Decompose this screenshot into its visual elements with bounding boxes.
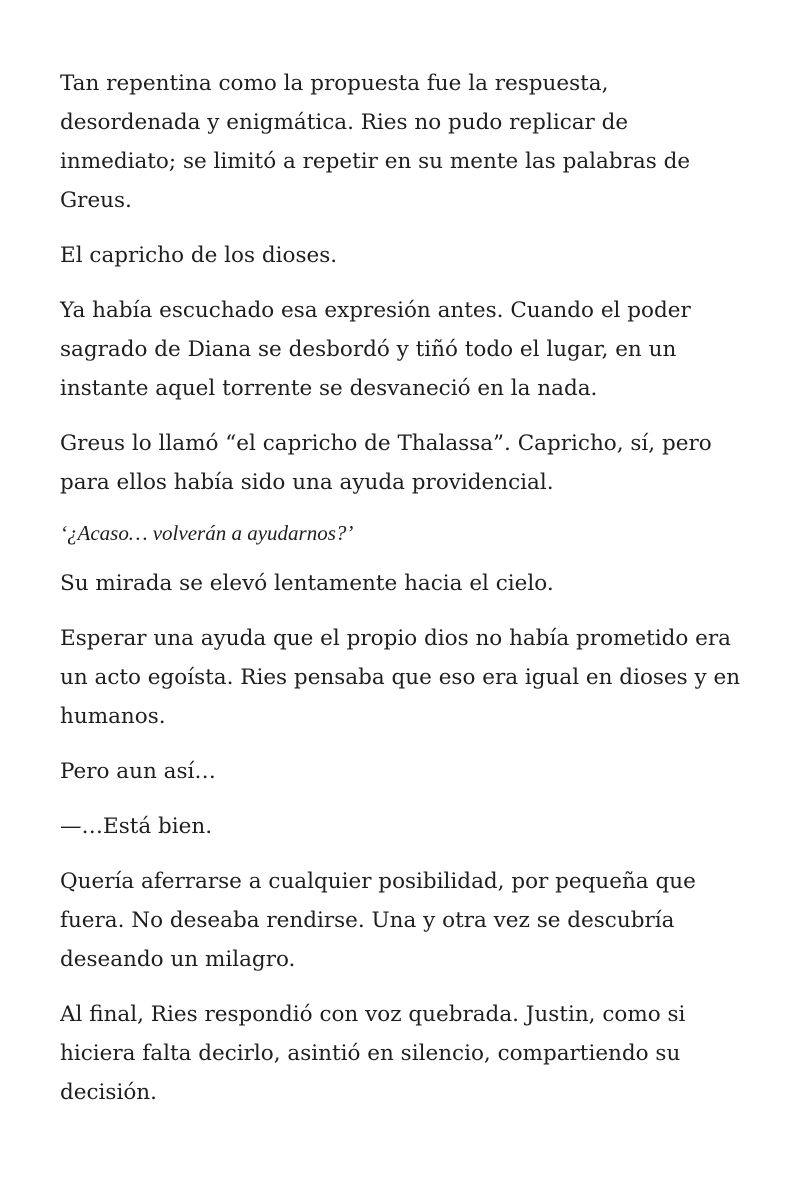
paragraph: Al final, Ries respondió con voz quebrada. Justin, como si hiciera falta decirlo, asintió en silencio, compartiendo su decisión. bbox=[60, 1002, 686, 1105]
dialogue-paragraph: —…Está bien. bbox=[60, 814, 213, 839]
paragraph: Ya había escuchado esa expresión antes. Cuando el poder sagrado de Diana se desbordó y tiñó todo el lugar, en un instante aquel torrente se desvaneció en la nada. bbox=[60, 298, 691, 401]
paragraph: Su mirada se elevó lentamente hacia el cielo. bbox=[60, 571, 554, 596]
inner-thought-paragraph: ‘¿Acaso… volverán a ayudarnos?’ bbox=[60, 521, 354, 545]
paragraph: Tan repentina como la propuesta fue la respuesta, desordenada y enigmática. Ries no pudo replicar de inmediato; se limitó a repetir en su mente las palabras de Greus. bbox=[60, 71, 691, 213]
paragraph: Quería aferrarse a cualquier posibilidad, por pequeña que fuera. No deseaba rendirse. Una y otra vez se descubría deseando un milagro. bbox=[60, 869, 696, 972]
paragraph: Pero aun así… bbox=[60, 759, 216, 784]
paragraph: Greus lo llamó “el capricho de Thalassa”. Capricho, sí, pero para ellos había sido una ayuda providencial. bbox=[60, 431, 712, 495]
paragraph: Esperar una ayuda que el propio dios no había prometido era un acto egoísta. Ries pensaba que eso era igual en dioses y en humanos. bbox=[60, 626, 741, 729]
paragraph: El capricho de los dioses. bbox=[60, 243, 338, 268]
